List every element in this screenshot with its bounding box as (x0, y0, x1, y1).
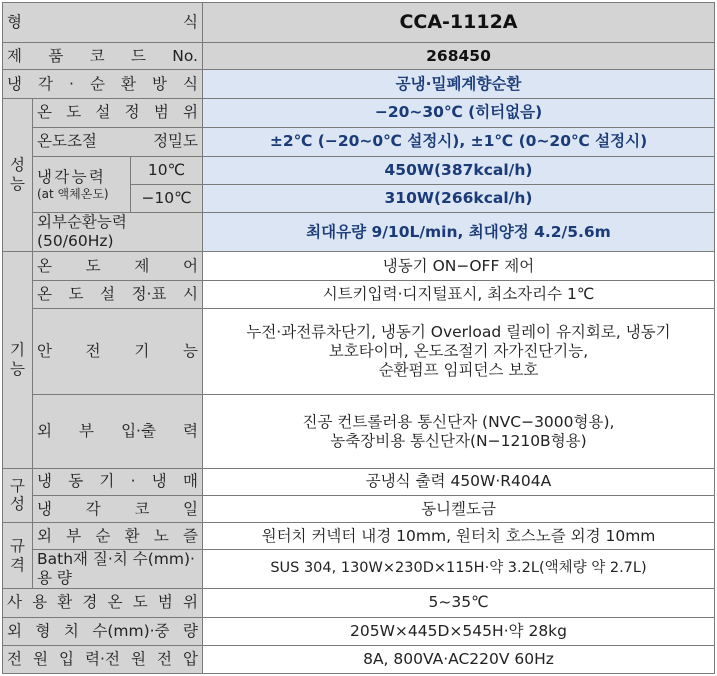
category-performance-char-2: 능 (10, 174, 25, 193)
category-specification (3, 523, 33, 589)
row-cooling-10 (3, 156, 715, 184)
row-temp-display (3, 280, 715, 308)
temp-range-label: 온 도 설 정 범 위 (33, 98, 203, 127)
category-composition (3, 468, 33, 522)
cooling-capacity-label (33, 156, 131, 212)
cooling-method-value: 공냉·밀폐계향순환 (203, 70, 715, 98)
refrigerator-value: 공냉식 출력 450W·R404A (203, 468, 715, 495)
model-label: 형 식 (3, 3, 203, 43)
temp-display-value: 시트키입력·디지털표시, 최소자리수 1℃ (203, 280, 715, 308)
temp-precision-label: 온도조절 정밀도 (33, 127, 203, 156)
temp-display-label: 온 도 설 정·표 시 (33, 280, 203, 308)
safety-line-1: 누전·과전류차단기, 냉동기 Overload 릴레이 유지회로, 냉동기 (246, 323, 671, 342)
nozzle-value: 원터치 커넥터 내경 10mm, 원터치 호스노즐 외경 10mm (203, 523, 715, 550)
ambient-label: 사 용 환 경 온 도 범 위 (3, 589, 203, 617)
row-temp-control (3, 252, 715, 280)
row-bath (3, 550, 715, 589)
safety-line-2: 보호타이머, 온도조절기 자가진단기능, (328, 342, 589, 361)
bath-label: Bath재 질·치 수(mm)·용 량 (33, 550, 203, 589)
dimensions-label: 외 형 치 수(mm)·중 량 (3, 617, 203, 645)
spec-table (2, 2, 715, 674)
bath-value: SUS 304, 130W×230D×115H·약 3.2L(액체량 약 2.7L) (203, 550, 715, 589)
cooling-capacity-title: 냉각능력 (37, 167, 107, 186)
io-label: 외 부 입·출 력 (33, 395, 203, 468)
row-safety (3, 308, 715, 395)
cooling-10-value: 450W(387kcal/h) (203, 156, 715, 184)
row-ambient (3, 589, 715, 617)
cooling-capacity-sublabel: (at 액체온도) (37, 186, 109, 201)
row-circulation (3, 213, 715, 252)
model-value: CCA-1112A (203, 3, 715, 43)
cooling-minus10-temp: −10℃ (131, 185, 203, 213)
row-coil (3, 495, 715, 522)
category-specification-char-1: 규 (10, 536, 25, 555)
row-dimensions (3, 617, 715, 645)
temp-control-value: 냉동기 ON−OFF 제어 (203, 252, 715, 280)
coil-label: 냉 각 코 일 (33, 495, 203, 522)
category-specification-char-2: 격 (10, 555, 25, 574)
safety-label: 안 전 기 능 (33, 308, 203, 395)
category-composition-char-1: 구 (10, 476, 25, 495)
refrigerator-label: 냉 동 기 · 냉 매 (33, 468, 203, 495)
category-composition-char-2: 성 (10, 495, 25, 514)
row-temp-range (3, 98, 715, 127)
category-function-char-2: 능 (10, 360, 25, 379)
io-line-2: 농축장비용 통신단자(N−1210B형용) (330, 431, 587, 450)
category-performance (3, 98, 33, 252)
coil-value: 동니켈도금 (203, 495, 715, 522)
row-nozzle (3, 523, 715, 550)
dimensions-value: 205W×445D×545H·약 28kg (203, 617, 715, 645)
temp-precision-value: ±2℃ (−20~0℃ 설정시), ±1℃ (0~20℃ 설정시) (203, 127, 715, 156)
power-value: 8A, 800VA·AC220V 60Hz (203, 645, 715, 673)
temp-range-value: −20~30℃ (히터없음) (203, 98, 715, 127)
cooling-minus10-value: 310W(266kcal/h) (203, 185, 715, 213)
row-power (3, 645, 715, 673)
row-io (3, 395, 715, 468)
product-code-value: 268450 (203, 43, 715, 70)
product-code-label: 제 품 코 드 No. (3, 43, 203, 70)
row-refrigerator (3, 468, 715, 495)
row-temp-precision (3, 127, 715, 156)
row-cooling-method (3, 70, 715, 98)
ambient-value: 5~35℃ (203, 589, 715, 617)
safety-line-3: 순환펌프 임피던스 보호 (378, 360, 539, 379)
io-value (203, 395, 715, 468)
io-line-1: 진공 컨트롤러용 통신단자 (NVC−3000형용), (302, 412, 615, 431)
category-function-char-1: 기 (10, 341, 25, 360)
nozzle-label: 외 부 순 환 노 즐 (33, 523, 203, 550)
circulation-label: 외부순환능력(50/60Hz) (33, 213, 203, 252)
category-function (3, 252, 33, 468)
cooling-10-temp: 10℃ (131, 156, 203, 184)
row-product-code (3, 43, 715, 70)
row-model (3, 3, 715, 43)
temp-control-label: 온 도 제 어 (33, 252, 203, 280)
category-performance-char-1: 성 (10, 156, 25, 175)
power-label: 전 원 입 력·전 원 전 압 (3, 645, 203, 673)
cooling-method-label: 냉 각 · 순 환 방 식 (3, 70, 203, 98)
safety-value (203, 308, 715, 395)
circulation-value: 최대유량 9/10L/min, 최대양정 4.2/5.6m (203, 213, 715, 252)
